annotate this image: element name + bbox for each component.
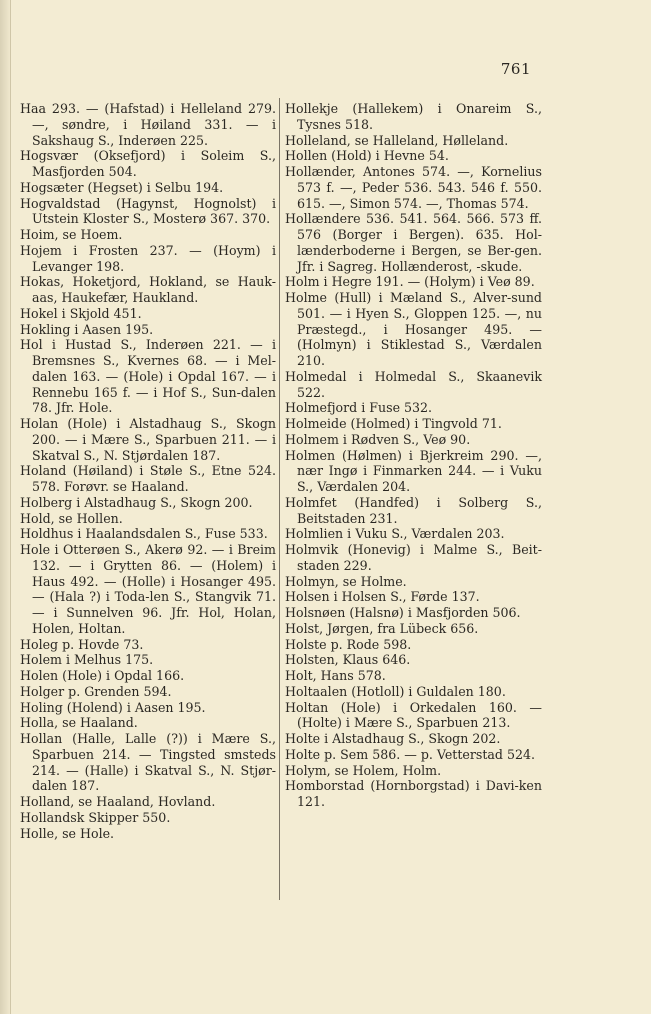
index-column-left <box>20 101 276 841</box>
index-entry: Holm i Hegre 191. — (Holym) i Veø 89. <box>285 274 535 290</box>
page-binding-edge <box>0 0 11 1014</box>
column-divider <box>279 98 280 900</box>
index-entry: Hoim, se Hoem. <box>20 227 123 242</box>
index-entry: Hollan (Halle, Lalle (?)) i Mære S., Sparbuen 214. — Tingsted smsteds 214. — (Halle) i Skatval S., N. Stjør-dalen 187. <box>20 731 276 794</box>
index-column-right <box>285 101 542 810</box>
index-entry: Holsnøen (Halsnø) i Masfjorden 506. <box>285 605 521 620</box>
index-entry: Holger p. Grenden 594. <box>20 683 172 699</box>
index-entry: Hol i Hustad S., Inderøen 221. — i Bremsnes S., Kvernes 68. — i Mel-dalen 163. — (Hole) i Opdal 167. — i Rennebu 165 f. — i Hof S., Sun-dalen 78. Jfr. Hole. <box>20 337 276 416</box>
index-entry: Hole i Otterøen S., Akerø 92. — i Breim 132. — i Grytten 86. — (Holem) i Haus 492. — (Holle) i Hosanger 495. — (Hala ?) i Toda-len S., Stangvik 71. — i Sunnelven 96. Jfr. Hol, Holan, Holen, Holtan. <box>20 542 276 636</box>
index-entry: Holsen i Holsen S., Førde 137. <box>285 589 480 605</box>
index-entry: Holmeide (Holmed) i Tingvold 71. <box>285 416 502 431</box>
index-entry: Hokas, Hoketjord, Hokland, se Hauk-aas, Haukefær, Haukland. <box>20 274 276 305</box>
index-entry: Hokel i Skjold 451. <box>20 305 142 321</box>
index-entry: Holle, se Hole. <box>20 825 115 841</box>
index-entry: Holleland, se Halleland, Hølleland. <box>285 132 509 148</box>
index-entry: Holmlien i Vuku S., Værdalen 203. <box>285 526 505 542</box>
index-entry: Holst, Jørgen, fra Lübeck 656. <box>285 620 479 636</box>
index-entry: Holmefjord i Fuse 532. <box>285 400 433 416</box>
index-entry: Hold, se Hollen. <box>20 510 123 526</box>
index-entry: Holte p. Sem 586. — p. Vetterstad 524. <box>285 746 536 762</box>
index-entry: Holeg p. Hovde 73. <box>20 636 144 652</box>
index-entry: Hollen (Hold) i Hevne 54. <box>285 148 449 164</box>
index-entry: Homborstad (Hornborgstad) i Davi-ken 121. <box>285 778 542 809</box>
index-entry: Holan (Hole) i Alstadhaug S., Skogn 200. — i Mære S., Sparbuen 211. — i Skatval S., N. Stjørdalen 187. <box>20 416 276 463</box>
index-entry: Hollændere 536. 541. 564. 566. 573 ff. 576 (Borger i Bergen). 635. Hol-lænderboderne i Bergen, se Ber-gen. Jfr. i Sagreg. Hollænderost, -skude. <box>285 211 542 274</box>
index-entry: Haa 293. — (Hafstad) i Helleland 279. —, søndre, i Høiland 331. — i Sakshaug S., Inderøen 225. <box>20 101 276 148</box>
index-entry: Holmyn, se Holme. <box>285 573 407 589</box>
index-entry: Holtaalen (Hotloll) i Guldalen 180. <box>285 683 506 699</box>
index-entry: Hokling i Aasen 195. <box>20 321 154 337</box>
index-entry: Holmen (Hølmen) i Bjerkreim 290. —, nær Ingø i Finmarken 244. — i Vuku S., Værdalen 204. <box>285 447 542 494</box>
index-entry: Hogsæter (Hegset) i Selbu 194. <box>20 179 224 195</box>
index-entry: Holla, se Haaland. <box>20 715 138 731</box>
index-entry: Hollekje (Hallekem) i Onareim S., Tysnes 518. <box>285 101 542 132</box>
index-entry: Holt, Hans 578. <box>285 668 386 683</box>
index-entry: Holem i Melhus 175. <box>20 652 154 668</box>
index-entry: Hollandsk Skipper 550. <box>20 809 171 825</box>
index-entry: Holtan (Hole) i Orkedalen 160. — (Holte) i Mære S., Sparbuen 213. <box>285 699 542 731</box>
index-entry: Holberg i Alstadhaug S., Skogn 200. <box>20 494 253 510</box>
index-entry: Hogvaldstad (Hagynst, Hognolst) i Utstein Kloster S., Mosterø 367. 370. <box>20 195 276 227</box>
page-number: 761 <box>500 60 531 78</box>
index-entry: Holme (Hull) i Mæland S., Alver-sund 501. — i Hyen S., Gloppen 125. —, nu Præstegd., i Hosanger 495. — (Holmyn) i Stiklestad S., Værdalen 210. <box>285 290 542 368</box>
index-entry: Holmedal i Holmedal S., Skaanevik 522. <box>285 368 542 400</box>
index-entry: Holte i Alstadhaug S., Skogn 202. <box>285 731 501 746</box>
index-entry: Holdhus i Haalandsdalen S., Fuse 533. <box>20 526 268 542</box>
index-entry: Hojem i Frosten 237. — (Hoym) i Levanger 198. <box>20 242 276 274</box>
index-entry: Holste p. Rode 598. <box>285 636 412 652</box>
index-entry: Holsten, Klaus 646. <box>285 652 411 668</box>
index-entry: Holym, se Holem, Holm. <box>285 762 442 778</box>
index-entry: Holing (Holend) i Aasen 195. <box>20 699 206 715</box>
index-entry: Holmfet (Handfed) i Solberg S., Beitstaden 231. <box>285 494 542 526</box>
index-entry: Hollænder, Antones 574. —, Kornelius 573 f. —, Peder 536. 543. 546 f. 550. 615. —, Simon 574. —, Thomas 574. <box>285 164 542 211</box>
index-entry: Holmem i Rødven S., Veø 90. <box>285 431 471 447</box>
index-entry: Holen (Hole) i Opdal 166. <box>20 668 185 683</box>
index-entry: Hogsvær (Oksefjord) i Soleim S., Masfjorden 504. <box>20 148 276 179</box>
index-entry: Holland, se Haaland, Hovland. <box>20 794 216 809</box>
index-entry: Holand (Høiland) i Støle S., Etne 524. 578. Forøvr. se Haaland. <box>20 463 276 494</box>
index-entry: Holmvik (Honevig) i Malme S., Beit-staden 229. <box>285 542 542 573</box>
